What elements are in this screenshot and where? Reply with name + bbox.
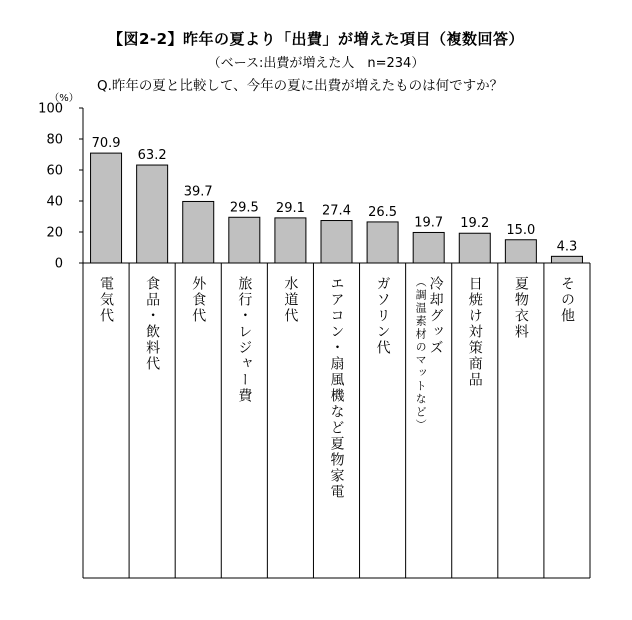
bar <box>367 222 398 263</box>
chart-question: Q.昨年の夏と比較して、今年の夏に出費が増えたものは何ですか？ <box>97 78 504 94</box>
category-label: 食品・飲料代 <box>144 276 161 372</box>
bar-value-label: 19.2 <box>460 216 490 232</box>
bar-value-label: 29.5 <box>229 200 259 216</box>
bar-value-label: 29.1 <box>275 200 305 216</box>
y-tick-label: 0 <box>54 256 63 272</box>
bar <box>183 201 214 263</box>
y-tick-label: 60 <box>46 163 63 179</box>
category-note-label: （調温素材のマットなど） <box>414 276 428 432</box>
chart-title: 【図2-2】昨年の夏より「出費」が増えた項目（複数回答） <box>107 30 525 48</box>
category-label: 日焼け対策商品 <box>466 276 483 388</box>
category-label: 夏物衣料 <box>512 276 529 340</box>
y-tick-label: 40 <box>46 194 63 210</box>
category-label: エアコン・扇風機など夏物家電 <box>328 276 345 500</box>
bar-value-label: 70.9 <box>91 136 121 152</box>
bar-value-label: 15.0 <box>506 222 536 238</box>
y-axis-unit-label: （%） <box>49 93 79 104</box>
category-label: 冷却グッズ <box>427 276 444 356</box>
bar-value-label: 4.3 <box>556 239 578 255</box>
y-tick-label: 80 <box>46 132 63 148</box>
bar-value-label: 26.5 <box>368 204 398 220</box>
bar-value-label: 27.4 <box>322 203 351 219</box>
bar-value-label: 19.7 <box>414 215 444 231</box>
bar <box>413 232 444 263</box>
bar <box>505 240 536 263</box>
category-label: その他 <box>558 276 575 324</box>
category-label: 電気代 <box>98 276 115 324</box>
bar-value-label: 63.2 <box>137 148 167 164</box>
bar <box>551 256 582 263</box>
category-label: 水道代 <box>282 276 299 324</box>
bar-value-label: 39.7 <box>183 184 213 200</box>
bar <box>91 153 122 263</box>
category-label: ガソリン代 <box>374 276 391 356</box>
bar <box>321 221 352 263</box>
category-label: 外食代 <box>190 276 207 324</box>
y-tick-label: 20 <box>46 225 63 241</box>
category-label: 旅行・レジャー費 <box>236 276 253 404</box>
bar <box>229 217 260 263</box>
y-tick-label: 100 <box>38 101 63 117</box>
bar <box>275 218 306 263</box>
chart-subtitle: （ベース:出費が増えた人 n=234） <box>207 56 425 71</box>
bar <box>459 233 490 263</box>
bar <box>137 165 168 263</box>
